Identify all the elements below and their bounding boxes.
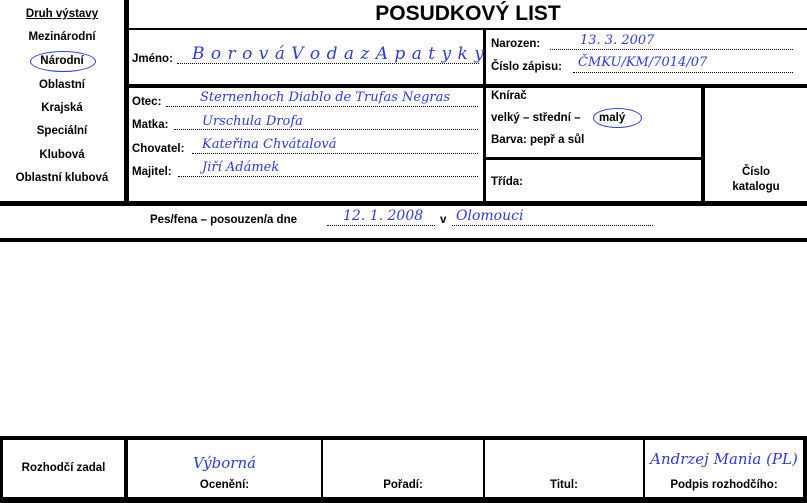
breeder-dotted-line <box>192 153 478 154</box>
footer-top-line <box>0 436 807 440</box>
order-label: Pořadí: <box>383 479 423 491</box>
show-type-regional: Oblastní <box>38 79 85 91</box>
born-value: 13. 3. 2007 <box>580 33 655 48</box>
name-label: Jméno: <box>132 53 173 65</box>
show-type-international: Mezinárodní <box>28 31 96 43</box>
size-selected: malý <box>599 112 626 124</box>
father-dotted-line <box>166 106 478 107</box>
show-type-special: Speciální <box>36 125 88 137</box>
footer-bottom-line <box>0 497 807 503</box>
show-type-national: Národní <box>40 55 84 67</box>
header-bottom-line <box>0 201 807 206</box>
father-value: Sternenhoch Diablo de Trufas Negras <box>200 90 451 105</box>
reg-label: Číslo zápisu: <box>491 61 562 73</box>
assessment-place-dotted-line <box>452 225 653 226</box>
footer-right-border <box>803 436 807 503</box>
reg-dotted-line <box>573 72 793 73</box>
footer-col-divider-3 <box>483 436 485 503</box>
assessment-place-prefix: v <box>440 214 447 226</box>
owner-value: Jiří Adámek <box>202 160 280 175</box>
assessment-date: 12. 1. 2008 <box>343 208 424 224</box>
size-options: velký – střední – <box>491 112 581 124</box>
catalog-label-line2: katalogu <box>732 181 780 193</box>
rating-label: Ocenění: <box>199 479 250 491</box>
assessment-bottom-line <box>0 238 807 242</box>
title-label: Titul: <box>550 479 578 491</box>
title-underline <box>129 28 807 30</box>
mother-dotted-line <box>174 129 478 130</box>
dog-name-value: B o r o v á V o d a z A p a t y k y <box>192 44 485 64</box>
breeder-value: Kateřina Chvátalová <box>202 137 337 152</box>
mother-label: Matka: <box>132 119 169 131</box>
assessment-place: Olomouci <box>456 208 524 224</box>
breed-name: Knírač <box>491 90 527 102</box>
selected-show-type-circle <box>30 51 96 72</box>
reg-value: ČMKU/KM/7014/07 <box>578 55 708 70</box>
class-label: Třída: <box>491 176 523 188</box>
judge-name: Andrzej Mania (PL) <box>650 450 798 468</box>
born-label: Narozen: <box>491 38 541 50</box>
page-title: POSUDKOVÝ LIST <box>375 2 561 25</box>
assessment-date-dotted-line <box>327 225 435 226</box>
show-type-regional-club: Oblastní klubová <box>15 172 109 184</box>
sidebar-divider <box>124 0 129 203</box>
footer-col-divider-2 <box>321 436 323 503</box>
assessment-prefix: Pes/fena – posouzen/a dne <box>150 214 297 226</box>
name-section-bottom <box>129 84 807 88</box>
father-label: Otec: <box>132 96 162 108</box>
show-type-county: Krajská <box>41 102 83 114</box>
rating-value: Výborná <box>192 454 257 472</box>
signature-label: Podpis rozhodčího: <box>670 479 778 491</box>
catalog-label-line1: Číslo <box>741 166 771 178</box>
class-divider <box>486 157 701 160</box>
breeder-label: Chovatel: <box>132 143 185 155</box>
born-dotted-line <box>550 49 793 50</box>
show-type-heading: Druh výstavy <box>25 8 99 20</box>
breed-color: Barva: pepř a sůl <box>491 134 585 146</box>
mother-value: Urschula Drofa <box>202 114 303 129</box>
owner-label: Majitel: <box>132 166 172 178</box>
selected-size-circle <box>593 108 642 128</box>
show-type-club: Klubová <box>39 149 85 161</box>
owner-dotted-line <box>178 176 478 177</box>
judge-assigned-label: Rozhodčí zadal <box>21 462 106 474</box>
footer-col-divider-4 <box>643 436 645 503</box>
